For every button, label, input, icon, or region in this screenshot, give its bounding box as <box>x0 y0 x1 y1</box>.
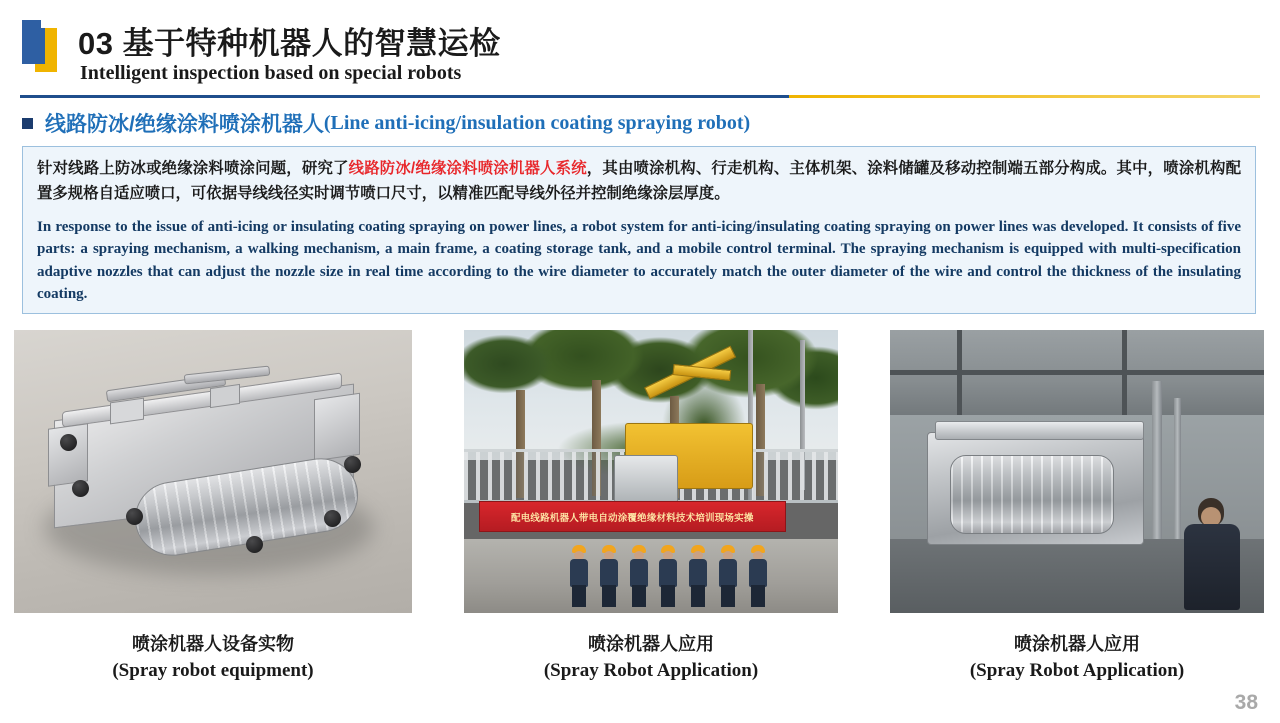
bullet-square-icon <box>22 118 33 129</box>
section-heading-en: (Line anti-icing/insulation coating spraying robot) <box>323 111 751 134</box>
description-cn-part2: ，其由喷涂机构、行走机构、主体机架、涂料储罐及移动控制端五部分构成。其中，喷涂机构配置多规格自适应喷口，可依据导线线径实时调节喷口尺寸，以精准匹配导线外径并控制绝缘涂层厚度。 <box>37 160 1241 202</box>
figure-spray-robot-workshop <box>890 330 1264 613</box>
demo-banner-text: 配电线路机器人带电自动涂覆绝缘材料技术培训现场实操 <box>511 512 754 524</box>
figure-caption-3-cn: 喷涂机器人应用 <box>1014 634 1140 654</box>
description-en: In response to the issue of anti-icing or insulating coating spraying on power lines, a robot system for anti-icing/insulating coating spraying on power lines was developed. It consists of five parts: a spraying mechanism, a walking mechanism, a main frame, a coating storage tank, and a mobile control terminal. The spraying mechanism is equipped with multi-specification adaptive nozzles that can adjust the nozzle size in real time according to the wire diameter to accurately match the outer diameter of the wire and control the thickness of the insulating coating. <box>37 218 1241 303</box>
figure-caption-2-cn: 喷涂机器人应用 <box>588 634 714 654</box>
page-title-cn: 基于特种机器人的智慧运检 <box>122 26 501 61</box>
description-box <box>22 146 1256 314</box>
figure-spray-robot-equipment <box>14 330 412 613</box>
description-cn-highlight: 线路防冰/绝缘涂料喷涂机器人系统 <box>348 160 587 177</box>
slide-header <box>0 0 1280 100</box>
page-number: 38 <box>1234 691 1258 714</box>
figure-caption-3-en: (Spray Robot Application) <box>969 659 1185 681</box>
description-cn-part1: 针对线路上防冰或绝缘涂料喷涂问题，研究了 <box>37 160 349 177</box>
description-cn <box>37 157 1241 207</box>
section-heading <box>22 108 750 138</box>
page-title-en: Intelligent inspection based on special robots <box>80 62 462 84</box>
figure-caption-1-en: (Spray robot equipment) <box>112 659 314 681</box>
worker-figure <box>1182 498 1242 610</box>
figure-caption-3 <box>890 632 1264 685</box>
figure-caption-2 <box>464 632 838 685</box>
header-divider <box>20 95 1260 98</box>
figure-caption-1 <box>14 632 412 685</box>
figure-caption-2-en: (Spray Robot Application) <box>543 659 759 681</box>
section-heading-cn: 线路防冰/绝缘涂料喷涂机器人 <box>45 113 324 136</box>
demo-banner <box>479 501 786 532</box>
page-title <box>78 18 501 63</box>
figure-caption-1-cn: 喷涂机器人设备实物 <box>132 634 294 654</box>
logo-icon <box>22 20 60 72</box>
section-number: 03 <box>78 26 114 61</box>
figure-spray-robot-outdoor-demo <box>464 330 838 613</box>
figure-row <box>0 330 1280 620</box>
